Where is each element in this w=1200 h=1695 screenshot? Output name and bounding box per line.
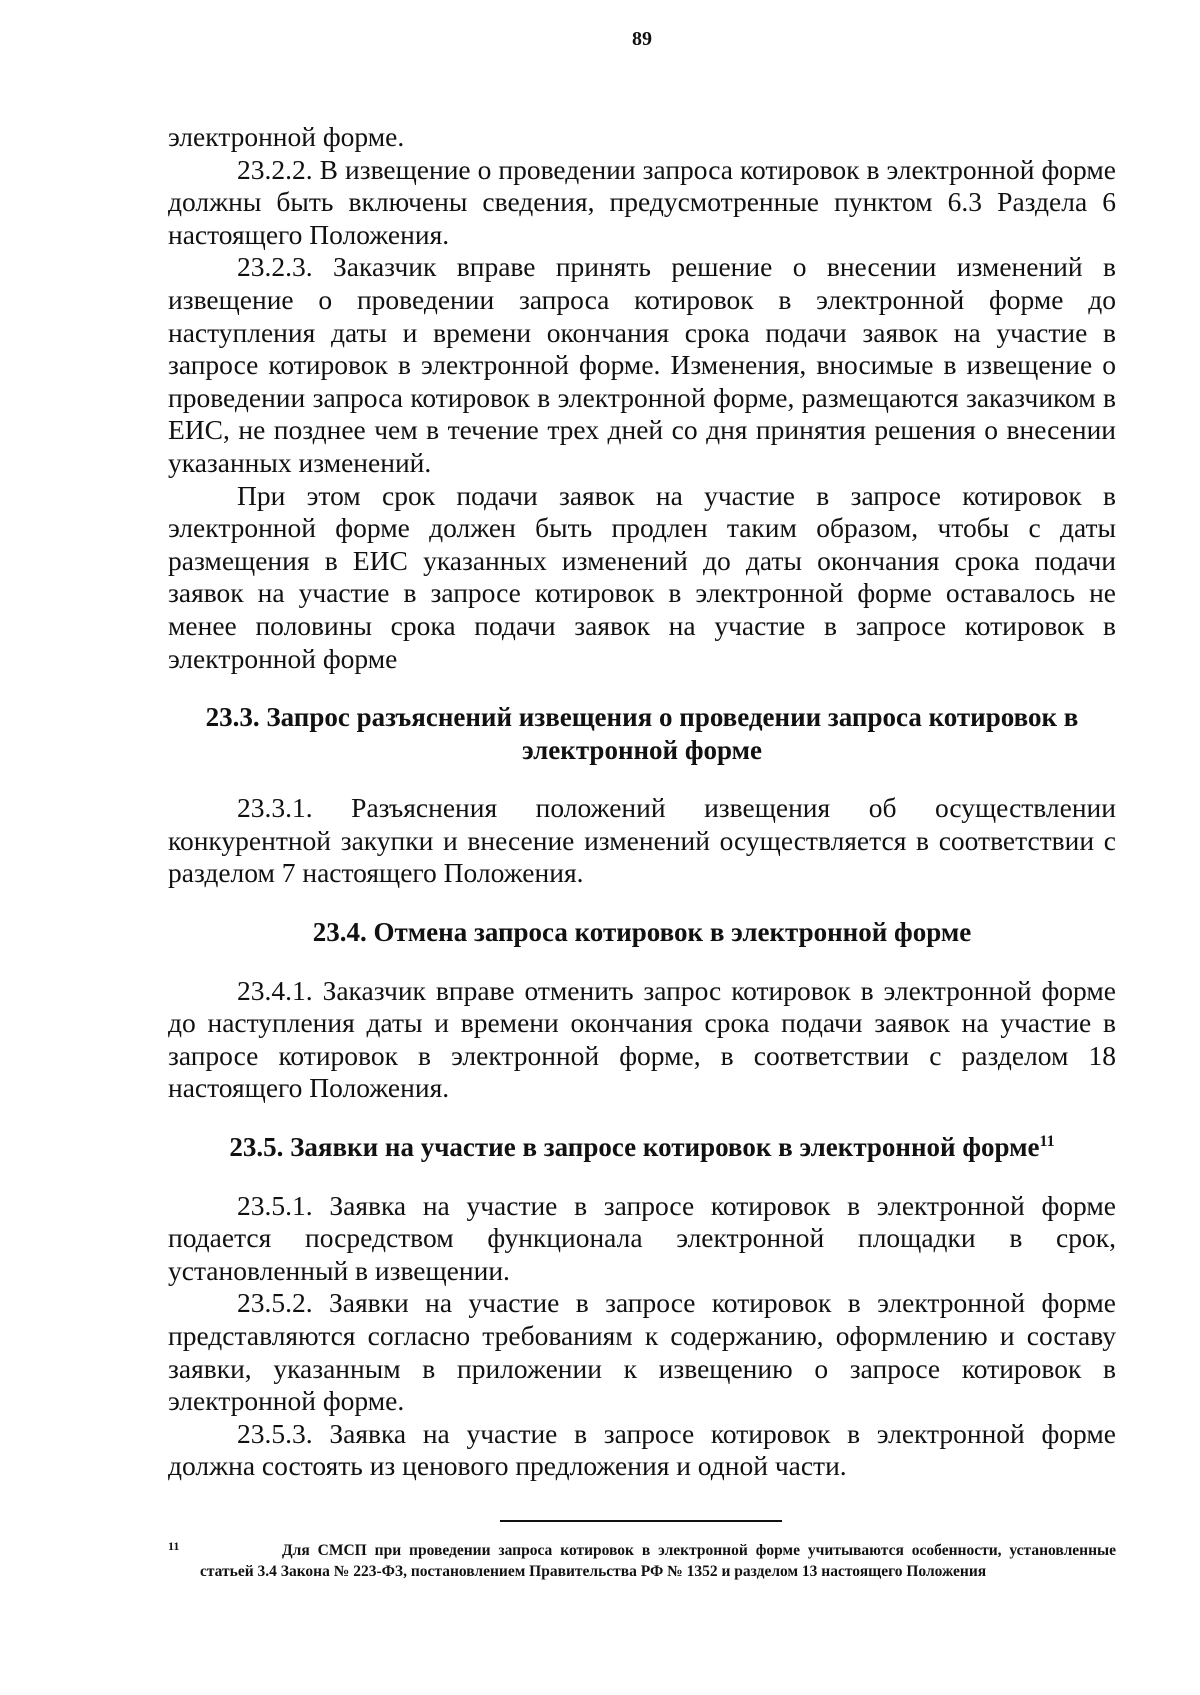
heading-23-5-text: 23.5. Заявки на участие в запросе котировок в электронной форме (229, 1132, 1040, 1163)
paragraph-23-4-1: 23.4.1. Заказчик вправе отменить запрос котировок в электронной форме до наступления даты и времени окончания срока подачи заявок на участие в запросе котировок в электронной форме, в соответствии с разделом 18 настоящего Положения. (168, 974, 1116, 1104)
paragraph-23-5-2: 23.5.2. Заявки на участие в запросе котировок в электронной форме представляются согласно требованиям к содержанию, оформлению и составу заявки, указанным в приложении к извещению о запросе котировок в электронной форме. (168, 1287, 1116, 1417)
paragraph-23-5-3: 23.5.3. Заявка на участие в запросе котировок в электронной форме должна состоять из ценового предложения и одной части. (168, 1417, 1116, 1482)
page-number: 89 (632, 28, 652, 50)
heading-23-3: 23.3. Запрос разъяснений извещения о проведении запроса котировок в электронной форме (205, 702, 1079, 765)
footnote-mark: 11 (168, 1539, 180, 1553)
paragraph-continuation: электронной форме. (168, 121, 405, 152)
heading-23-5 (168, 1131, 1116, 1164)
paragraph-23-2-3: 23.2.3. Заказчик вправе принять решение о внесении изменений в извещение о проведении запроса котировок в электронной форме до наступления даты и времени окончания срока подачи заявок на участие в запросе котировок в электронной форме. Изменения, вносимые в извещение о проведении запроса котировок в электронной форме, размещаются заказчиком в ЕИС, не позднее чем в течение трех дней со дня принятия решения о внесении указанных изменений. (168, 251, 1116, 478)
paragraph-23-3-1: 23.3.1. Разъяснения положений извещения об осуществлении конкурентной закупки и внесение изменений осуществляется в соответствии с разделом 7 настоящего Положения. (168, 792, 1116, 889)
heading-23-4: 23.4. Отмена запроса котировок в электронной форме (312, 917, 972, 948)
paragraph-23-5-1: 23.5.1. Заявка на участие в запросе котировок в электронной форме подается посредством функционала электронной площадки в срок, установленный в извещении. (168, 1189, 1116, 1286)
document-body (168, 121, 1116, 1483)
footnote-separator (500, 1520, 782, 1522)
footnote (168, 1540, 1116, 1582)
paragraph-23-2-2: 23.2.2. В извещение о проведении запроса котировок в электронной форме должны быть включены сведения, предусмотренные пунктом 6.3 Раздела 6 настоящего Положения. (168, 153, 1116, 250)
paragraph-extension: При этом срок подачи заявок на участие в запросе котировок в электронной форме должен быть продлен таким образом, чтобы с даты размещения в ЕИС указанных изменений до даты окончания срока подачи заявок на участие в запросе котировок в электронной форме оставалось не менее половины срока подачи заявок на участие в запросе котировок в электронной форме (168, 479, 1116, 674)
footnote-text: Для СМСП при проведении запроса котировок в электронной форме учитываются особенности, установленные статьей 3.4 Закона № 223-ФЗ, постановлением Правительства РФ № 1352 и разделом 13 настоящего Положения (200, 1542, 1116, 1580)
footnote-reference[interactable]: 11 (1039, 1133, 1055, 1151)
